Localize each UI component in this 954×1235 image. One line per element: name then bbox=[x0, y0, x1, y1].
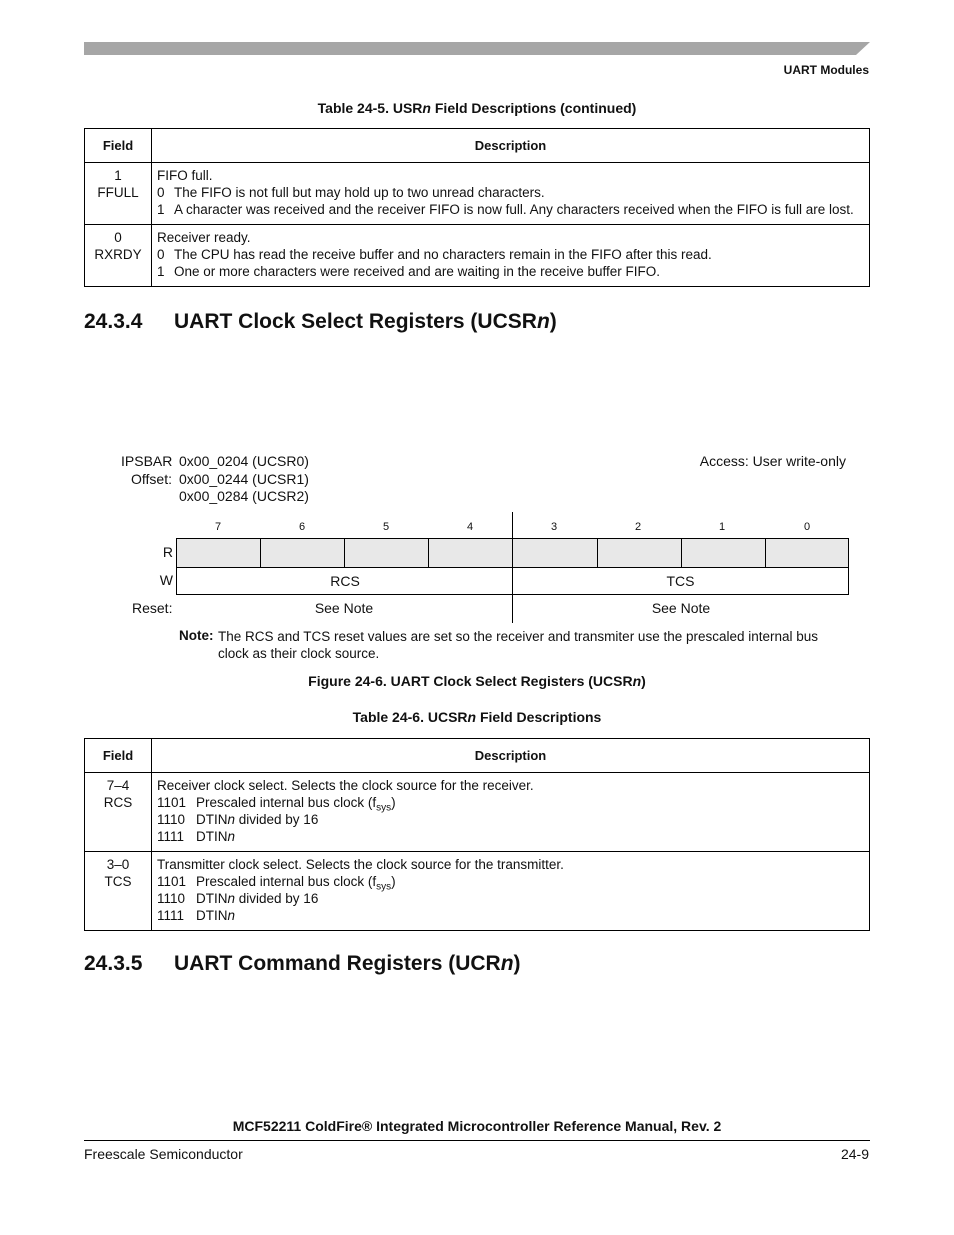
bit-number: 7 bbox=[214, 521, 222, 533]
section-heading-ucr: 24.3.5 UART Command Registers (UCRn) bbox=[84, 952, 521, 975]
column-header-field: Field bbox=[85, 739, 152, 773]
register-address: 0x00_0284 (UCSR2) bbox=[179, 488, 309, 504]
description-option: 0 The FIFO is not full but may hold up to two unread characters. bbox=[157, 185, 545, 200]
usr-field-table bbox=[84, 128, 870, 287]
description-option: 1110 DTINn divided by 16 bbox=[157, 891, 319, 906]
bit-number: 0 bbox=[803, 521, 811, 533]
table-caption: Table 24-6. UCSRn Field Descriptions bbox=[352, 709, 602, 725]
read-bit-cell bbox=[598, 539, 682, 567]
reset-value-rcs: See Note bbox=[314, 600, 374, 616]
field-tcs: TCS bbox=[666, 573, 695, 589]
field-name: RXRDY bbox=[94, 247, 142, 262]
description-option: 1111 DTINn bbox=[157, 829, 236, 844]
bit-number: 1 bbox=[718, 521, 726, 533]
bit-number: 6 bbox=[298, 521, 306, 533]
field-cell bbox=[85, 852, 152, 931]
description-option: 1111 DTINn bbox=[157, 908, 236, 923]
bit-number: 4 bbox=[466, 521, 474, 533]
table-caption: Table 24-5. USRn Field Descriptions (continued) bbox=[317, 100, 637, 116]
field-bits: 7–4 bbox=[106, 778, 130, 793]
field-bits: 3–0 bbox=[106, 857, 130, 872]
section-heading-ucsr: 24.3.4 UART Clock Select Registers (UCSRn) bbox=[84, 310, 557, 333]
field-name: FFULL bbox=[97, 185, 139, 200]
reset-value-tcs: See Note bbox=[651, 600, 711, 616]
ucsr-field-table bbox=[84, 738, 870, 931]
row-label-read: R bbox=[162, 544, 173, 560]
table-header-row bbox=[85, 739, 870, 773]
field-bits: 1 bbox=[114, 168, 122, 183]
field-name: TCS bbox=[104, 874, 132, 889]
table-row bbox=[85, 852, 870, 931]
description-cell bbox=[152, 852, 870, 931]
note-text: The RCS and TCS reset values are set so the receiver and transmiter use the prescaled internal bus clock as their clock source. bbox=[218, 629, 819, 661]
reset-label: Reset: bbox=[132, 600, 173, 616]
description-title: Receiver ready. bbox=[157, 230, 251, 245]
description-cell bbox=[152, 225, 870, 287]
description-option: 1 One or more characters were received and are waiting in the receive buffer FIFO. bbox=[157, 264, 660, 279]
header-band bbox=[84, 42, 870, 55]
offset-label: Offset: bbox=[131, 471, 172, 487]
read-bit-cell bbox=[177, 539, 261, 567]
read-bit-cell bbox=[429, 539, 513, 567]
column-header-field: Field bbox=[85, 129, 152, 163]
description-option: 1101 Prescaled internal bus clock $(f_{sys})$ bbox=[157, 795, 396, 814]
field-cell bbox=[85, 225, 152, 287]
footer-rule bbox=[84, 1140, 870, 1141]
field-cell bbox=[85, 163, 152, 225]
footer-company: Freescale Semiconductor bbox=[84, 1146, 243, 1162]
description-title: Transmitter clock select. Selects the clock source for the transmitter. bbox=[157, 857, 564, 872]
field-cell bbox=[85, 773, 152, 852]
description-option: 1101 Prescaled internal bus clock $(f_{sys})$ bbox=[157, 874, 396, 893]
read-bit-cell bbox=[261, 539, 345, 567]
table-row bbox=[85, 163, 870, 225]
bit-number: 5 bbox=[382, 521, 390, 533]
description-option: 1 A character was received and the receiver FIFO is now full. Any characters received when the FIFO is full are lost. bbox=[157, 202, 854, 217]
table-row bbox=[85, 773, 870, 852]
read-bit-cell bbox=[766, 539, 848, 567]
column-header-description: Description bbox=[152, 739, 870, 773]
row-label-write: W bbox=[159, 572, 173, 588]
read-bit-cell bbox=[513, 539, 598, 567]
field-name: RCS bbox=[103, 795, 133, 810]
figure-caption: Figure 24-6. UART Clock Select Registers (UCSRn) bbox=[308, 673, 646, 689]
ipsbar-label: IPSBAR bbox=[121, 453, 173, 469]
table-row bbox=[85, 225, 870, 287]
bit-number: 2 bbox=[634, 521, 642, 533]
note-label: Note: bbox=[179, 628, 214, 643]
bit-number: 3 bbox=[550, 521, 558, 533]
description-option: 1110 DTINn divided by 16 bbox=[157, 812, 319, 827]
description-cell bbox=[152, 163, 870, 225]
register-address: 0x00_0244 (UCSR1) bbox=[179, 471, 309, 487]
table-header-row bbox=[85, 129, 870, 163]
description-title: Receiver clock select. Selects the clock source for the receiver. bbox=[157, 778, 534, 793]
column-header-description: Description bbox=[152, 129, 870, 163]
access-label: Access: User write-only bbox=[699, 453, 846, 469]
footer-page-number: 24-9 bbox=[840, 1146, 869, 1162]
read-bit-cell bbox=[682, 539, 766, 567]
header-section-title: UART Modules bbox=[783, 63, 869, 77]
field-rcs: RCS bbox=[330, 573, 360, 589]
description-option: 0 The CPU has read the receive buffer and no characters remain in the FIFO after this read. bbox=[157, 247, 712, 262]
description-title: FIFO full. bbox=[157, 168, 213, 183]
field-bits: 0 bbox=[114, 230, 122, 245]
register-address: 0x00_0204 (UCSR0) bbox=[179, 453, 309, 469]
description-cell bbox=[152, 773, 870, 852]
read-bit-cell bbox=[345, 539, 429, 567]
footer-manual-title: MCF52211 ColdFire® Integrated Microcontroller Reference Manual, Rev. 2 bbox=[232, 1118, 722, 1134]
